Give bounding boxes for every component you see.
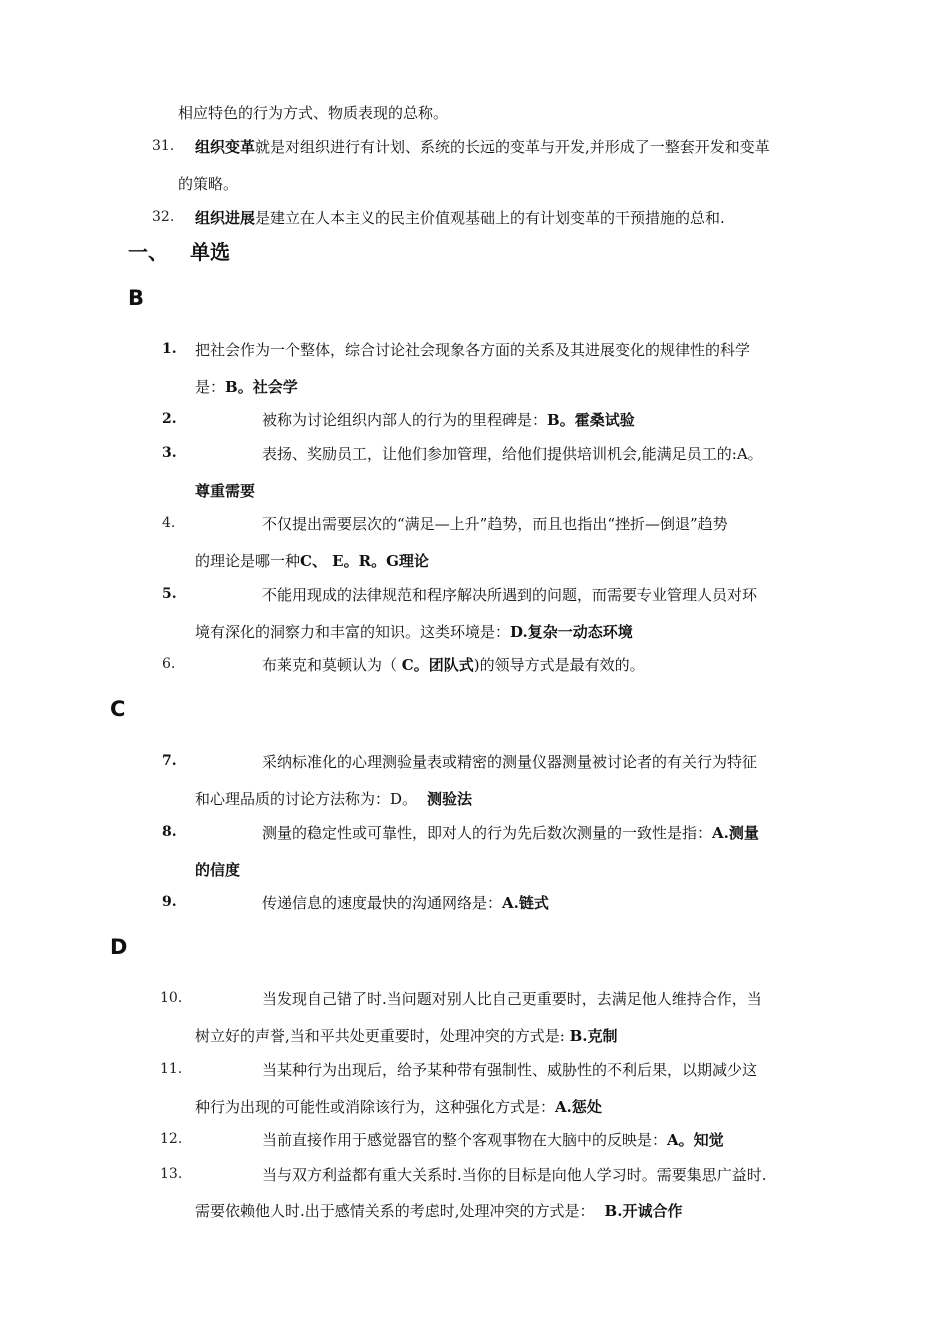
q13-number: 13. [160,1166,183,1182]
q3-line-1: 表扬、奖励员工，让他们参加管理，给他们提供培训机会,能满足员工的:A。 [262,445,763,463]
q13-line-1: 当与双方利益都有重大关系时.当你的目标是向他人学习时。需要集思广益时. [262,1166,767,1184]
q9-line-1 [262,892,549,913]
q1-line-1: 把社会作为一个整体，综合讨论社会现象各方面的关系及其进展变化的规律性的科学 [195,341,751,359]
item-31-number: 31. [152,138,175,154]
q7-number: 7. [162,753,177,769]
q5-line-1: 不能用现成的法律规范和程序解决所遇到的问题，而需要专业管理人员对环 [262,586,758,604]
q6-answer: C。团队式 [401,656,474,674]
q9-number: 9. [162,894,177,910]
q10-answer: B.克制 [569,1027,618,1045]
q2-line-1 [262,409,635,430]
item-30-continuation: 相应特色的行为方式、物质表现的总称。 [178,104,449,122]
q10-number: 10. [160,990,183,1006]
group-letter-d: D [110,935,128,959]
group-letter-c: C [110,697,126,721]
q12-prefix: 当前直接作用于感觉器官的整个客观事物在大脑中的反映是： [262,1131,668,1149]
q6-number: 6. [162,656,176,672]
q11-number: 11. [160,1061,183,1077]
q2-answer: B。霍桑试验 [547,411,635,429]
q7-prefix: 和心理品质的讨论方法称为：D。 [195,790,418,808]
q13-answer: B.开诚合作 [604,1202,683,1220]
item-31-line-2: 的策略。 [178,175,239,193]
q4-line-1: 不仅提出需要层次的“满足—上升”趋势，而且也指出“挫折—倒退”趋势 [262,515,728,533]
q9-prefix: 传递信息的速度最快的沟通网络是： [262,894,503,912]
q6-suffix: )的领导方式是最有效的。 [473,656,645,674]
q11-line-1: 当某种行为出现后，给予某种带有强制性、威胁性的不利后果，以期减少这 [262,1061,758,1079]
item-31-text: 就是对组织进行有计划、系统的长远的变革与开发,并形成了一整套开发和变革 [255,138,770,156]
q11-prefix: 种行为出现的可能性或消除该行为，这种强化方式是： [195,1098,556,1116]
q1-number: 1. [162,341,177,357]
q11-line-2 [195,1096,602,1117]
q10-line-1: 当发现自己错了时.当问题对别人比自己更重要时，去满足他人维持合作，当 [262,990,762,1008]
q7-line-2 [195,788,472,809]
q8-prefix: 测量的稳定性或可靠性，即对人的行为先后数次测量的一致性是指： [262,824,713,842]
q4-answer: C、 E。R。G理论 [300,552,429,570]
q3-answer: 尊重需要 [195,482,256,500]
q4-line-2 [195,550,429,571]
q13-line-2 [195,1200,682,1221]
q5-answer: D.复杂一动态环境 [510,623,633,641]
q5-line-2 [195,621,633,642]
q4-number: 4. [162,515,176,531]
item-32-term: 组织进展 [195,209,256,227]
section-heading [128,236,230,265]
q12-answer: A。知觉 [667,1131,724,1149]
section-number: 一、 [128,240,168,264]
q2-number: 2. [162,411,177,427]
q6-prefix: 布莱克和莫顿认为（ [262,656,402,674]
item-31-term: 组织变革 [195,138,256,156]
q8-number: 8. [162,824,177,840]
q2-prefix: 被称为讨论组织内部人的行为的里程碑是： [262,411,548,429]
q8-answer-cont: 的信度 [195,861,241,879]
section-title: 单选 [190,240,230,264]
q10-line-2 [195,1025,618,1046]
q12-number: 12. [160,1131,183,1147]
q12-line-1 [262,1129,724,1150]
q8-answer: A.测量 [712,824,759,842]
q11-answer: A.惩处 [555,1098,602,1116]
q7-line-1: 采纳标准化的心理测验量表或精密的测量仪器测量被讨论者的有关行为特征 [262,753,758,771]
q13-prefix: 需要依赖他人时.出于感情关系的考虑时,处理冲突的方式是： [195,1202,595,1220]
q5-prefix: 境有深化的洞察力和丰富的知识。这类环境是： [195,623,511,641]
item-32-number: 32. [152,209,175,225]
q1-line-2 [195,376,298,397]
q7-answer: 测验法 [427,790,473,808]
q8-line-1 [262,822,759,843]
q6-line-1 [262,654,645,675]
q4-prefix: 的理论是哪一种 [195,552,301,570]
q1-prefix: 是： [195,378,226,396]
q10-prefix: 树立好的声誉,当和平共处更重要时，处理冲突的方式是: [195,1027,565,1045]
q5-number: 5. [162,586,177,602]
item-31-line-1 [195,136,770,157]
item-32-text: 是建立在人本主义的民主价值观基础上的有计划变革的干预措施的总和. [255,209,725,227]
item-32-line-1 [195,207,725,228]
q3-number: 3. [162,445,177,461]
group-letter-b: B [128,286,145,310]
q1-answer: B。社会学 [225,378,298,396]
q9-answer: A.链式 [502,894,549,912]
